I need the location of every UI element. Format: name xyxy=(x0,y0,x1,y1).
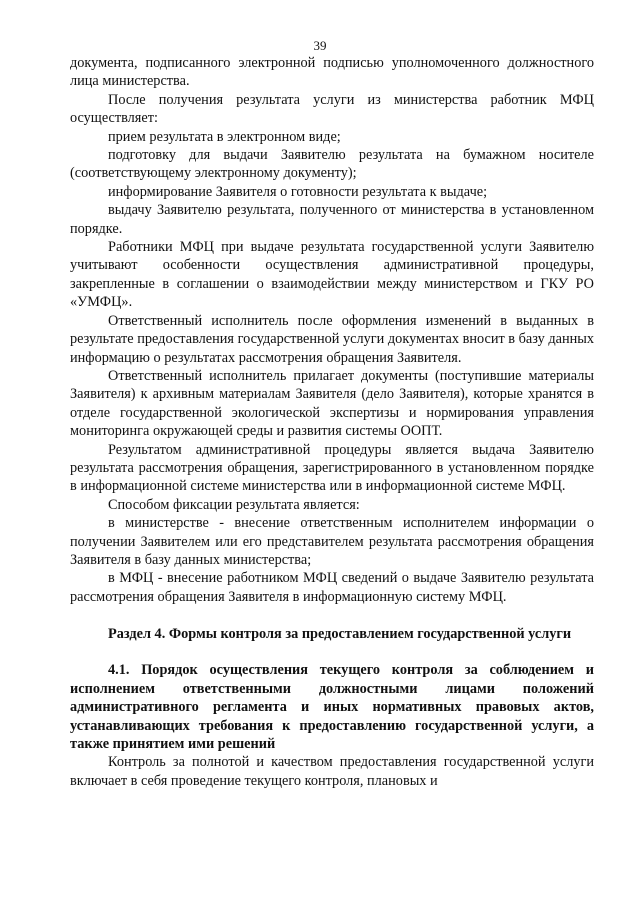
spacer xyxy=(70,643,594,661)
section-heading: Раздел 4. Формы контроля за предоставлением государственной услуги xyxy=(108,625,572,642)
paragraph: информирование Заявителя о готовности результата к выдаче; xyxy=(108,183,488,200)
paragraph: После получения результата услуги из министерства работник МФЦ осуществляет: xyxy=(70,91,594,127)
paragraph: Работники МФЦ при выдаче результата государственной услуги Заявителю учитывают особенности осуществления административной процедуры, закрепленные в соглашении о взаимодействии между министерством и ГКУ РО «УМФЦ». xyxy=(70,239,594,311)
spacer xyxy=(70,606,594,624)
paragraph: в МФЦ - внесение работником МФЦ сведений о выдаче Заявителю результата рассмотрения обращения Заявителя в информационную систему МФЦ. xyxy=(70,570,594,605)
paragraph: Результатом административной процедуры является выдача Заявителю результата рассмотрения обращения, зарегистрированного в установленном порядке в информационной системе министерства или в информационной системе МФЦ. xyxy=(70,441,594,495)
document-body xyxy=(70,54,594,790)
paragraph: документа, подписанного электронной подписью уполномоченного должностного лица министерства. xyxy=(70,55,594,90)
paragraph: прием результата в электронном виде; xyxy=(108,128,341,145)
paragraph: выдачу Заявителю результата, полученного от министерства в установленном порядке. xyxy=(70,202,594,237)
subsection-heading: 4.1. Порядок осуществления текущего контроля за соблюдением и исполнением ответственными должностными лицами положений административного регламента и иных нормативных правовых актов, устанавливающих требования к предоставлению государственной услуги, а также принятием ими решений xyxy=(70,662,594,752)
paragraph: Ответственный исполнитель прилагает документы (поступившие материалы Заявителя) к архивным материалам Заявителя (дело Заявителя), которые хранятся в отделе государственной экологической экспертизы и нормирования управления мониторинга окружающей среды и развития системы ООПТ. xyxy=(70,367,594,440)
paragraph: подготовку для выдачи Заявителю результата на бумажном носителе (соответствующему электронному документу); xyxy=(70,147,594,182)
paragraph: Контроль за полнотой и качеством предоставления государственной услуги включает в себя проведение текущего контроля, плановых и xyxy=(70,754,594,789)
page-number: 39 xyxy=(313,38,327,53)
paragraph: в министерстве - внесение ответственным исполнителем информации о получении Заявителем или его представителем результата рассмотрения обращения Заявителя в базу данных министерства; xyxy=(70,515,594,568)
paragraph: Способом фиксации результата является: xyxy=(108,496,360,513)
paragraph: Ответственный исполнитель после оформления изменений в выданных в результате предоставления государственной услуги документах вносит в базу данных информацию о результатах рассмотрения обращения Заявителя. xyxy=(70,312,594,366)
